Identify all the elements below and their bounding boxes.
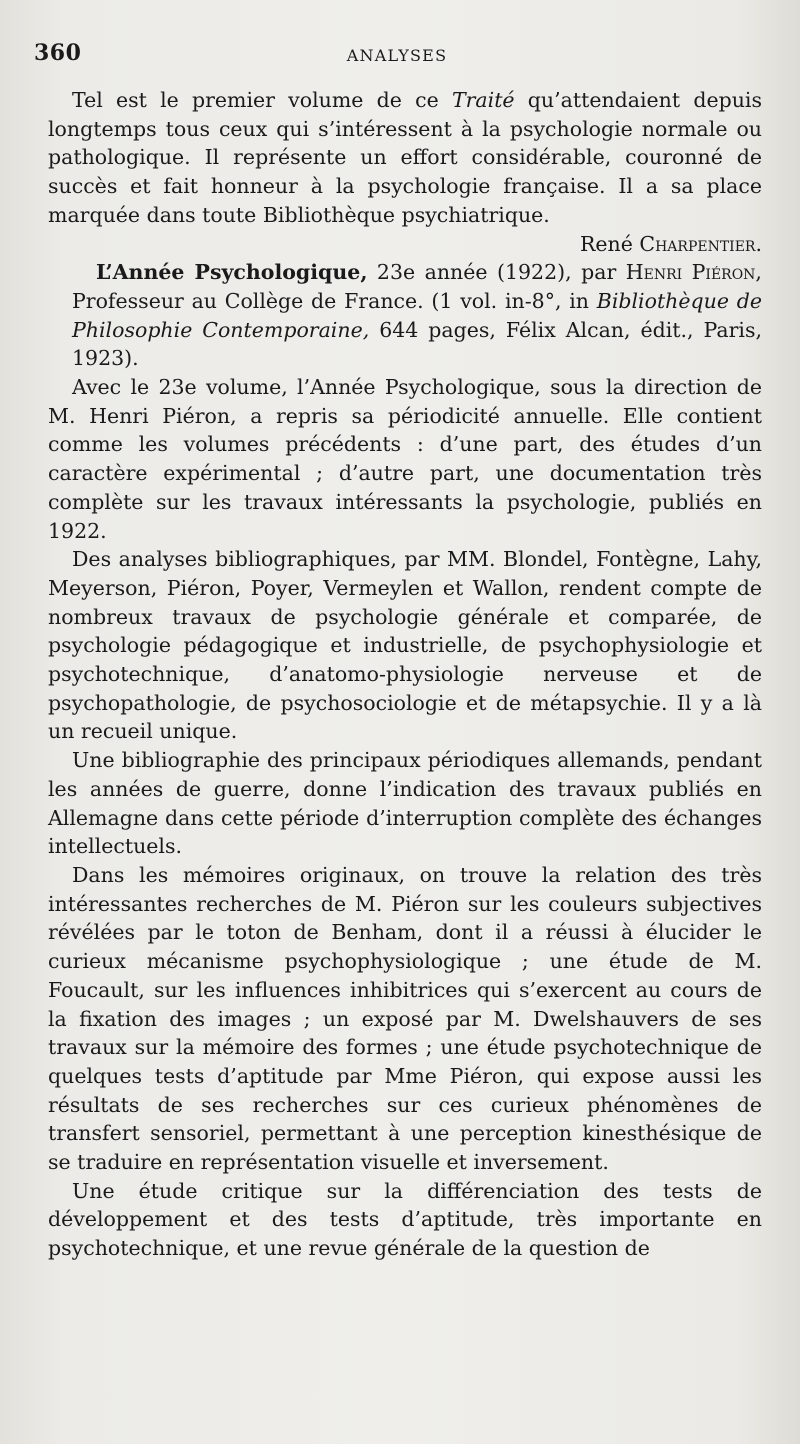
page-body — [48, 86, 762, 1263]
review-paragraph-1: Avec le 23e volume, l’Année Psychologique, sous la direction de M. Henri Piéron, a repris sa périodicité annuelle. Elle contient comme les volumes précédents : d’une part, des études d’un caractère expérimental ; d’autre part, une documentation très complète sur les travaux intéressants la psychologie, publiés en 1922. — [48, 375, 762, 543]
page-number: 360 — [34, 40, 82, 66]
review-series: Bibliothèque de Philosophie Contemporaine, — [72, 288, 762, 342]
previous-review-closing-paragraph — [48, 86, 762, 230]
reviewer-signature — [48, 230, 762, 259]
review-title: L’Année Psychologique, — [96, 260, 368, 285]
signature-last-name: Charpentier. — [639, 231, 762, 256]
review-paragraph-2: Des analyses bibliographiques, par MM. Blondel, Fontègne, Lahy, Meyerson, Piéron, Poyer, Vermeylen et Wallon, rendent compte de nombreux travaux de psychologie générale et comparée, de psychologie pédagogique et industrielle, de psychophysiologie et psychotechnique, d’anatomo-physiologie nerveuse et de psychopathologie, de psychosociologie et de métapsychie. Il y a là un recueil unique. — [48, 547, 762, 744]
review-publication: 644 pages, Félix Alcan, édit., Paris, 1923). — [72, 317, 762, 371]
review-author-role: Professeur au Collège de France. (1 vol. in-8°, in — [72, 288, 589, 313]
review-paragraph-4: Dans les mémoires originaux, on trouve la relation des très intéressantes recherches de M. Piéron sur les couleurs subjectives révélées par le toton de Benham, dont il a réussi à élucider le curieux mécanisme psychophysiologique ; une étude de M. Foucault, sur les influences inhibitrices qui s’exercent au cours de la fixation des images ; un exposé par M. Dwelshauvers de ses travaux sur la mémoire des formes ; une étude psychotechnique de quelques tests d’aptitude par Mme Piéron, qui expose aussi les résultats de ses recherches sur ces curieux phénomènes de transfert sensoriel, permettant à une perception kinesthésique de se traduire en représentation visuelle et inversement. — [48, 862, 762, 1175]
closing-text-start: Tel est le premier volume de ce — [72, 88, 452, 112]
review-paragraph-3: Une bibliographie des principaux périodiques allemands, pendant les années de guerre, donne l’indication des travaux publiés en Allemagne dans cette période d’interruption complète des échanges intellectuels. — [48, 748, 762, 859]
signature-first-name: René — [579, 231, 633, 256]
review-paragraph-5: Une étude critique sur la différenciation des tests de développement et des tests d’aptitude, très importante en psychotechnique, et une revue générale de la question de — [48, 1178, 762, 1261]
review-heading — [48, 258, 762, 373]
review-author: Henri Piéron, — [625, 260, 762, 285]
closing-text-end: qu’attendaient depuis longtemps tous ceux qui s’intéressent à la psychologie normale ou pathologique. Il représente un effort considérable, couronné de succès et fait honneur à la psychologie française. Il a sa place marquée dans toute Bibliothèque psychiatrique. — [48, 88, 762, 227]
page-header — [34, 40, 760, 72]
running-head: ANALYSES — [346, 46, 448, 65]
review-edition: 23e année (1922), par — [376, 260, 617, 285]
treatise-title: Traité — [451, 88, 515, 112]
